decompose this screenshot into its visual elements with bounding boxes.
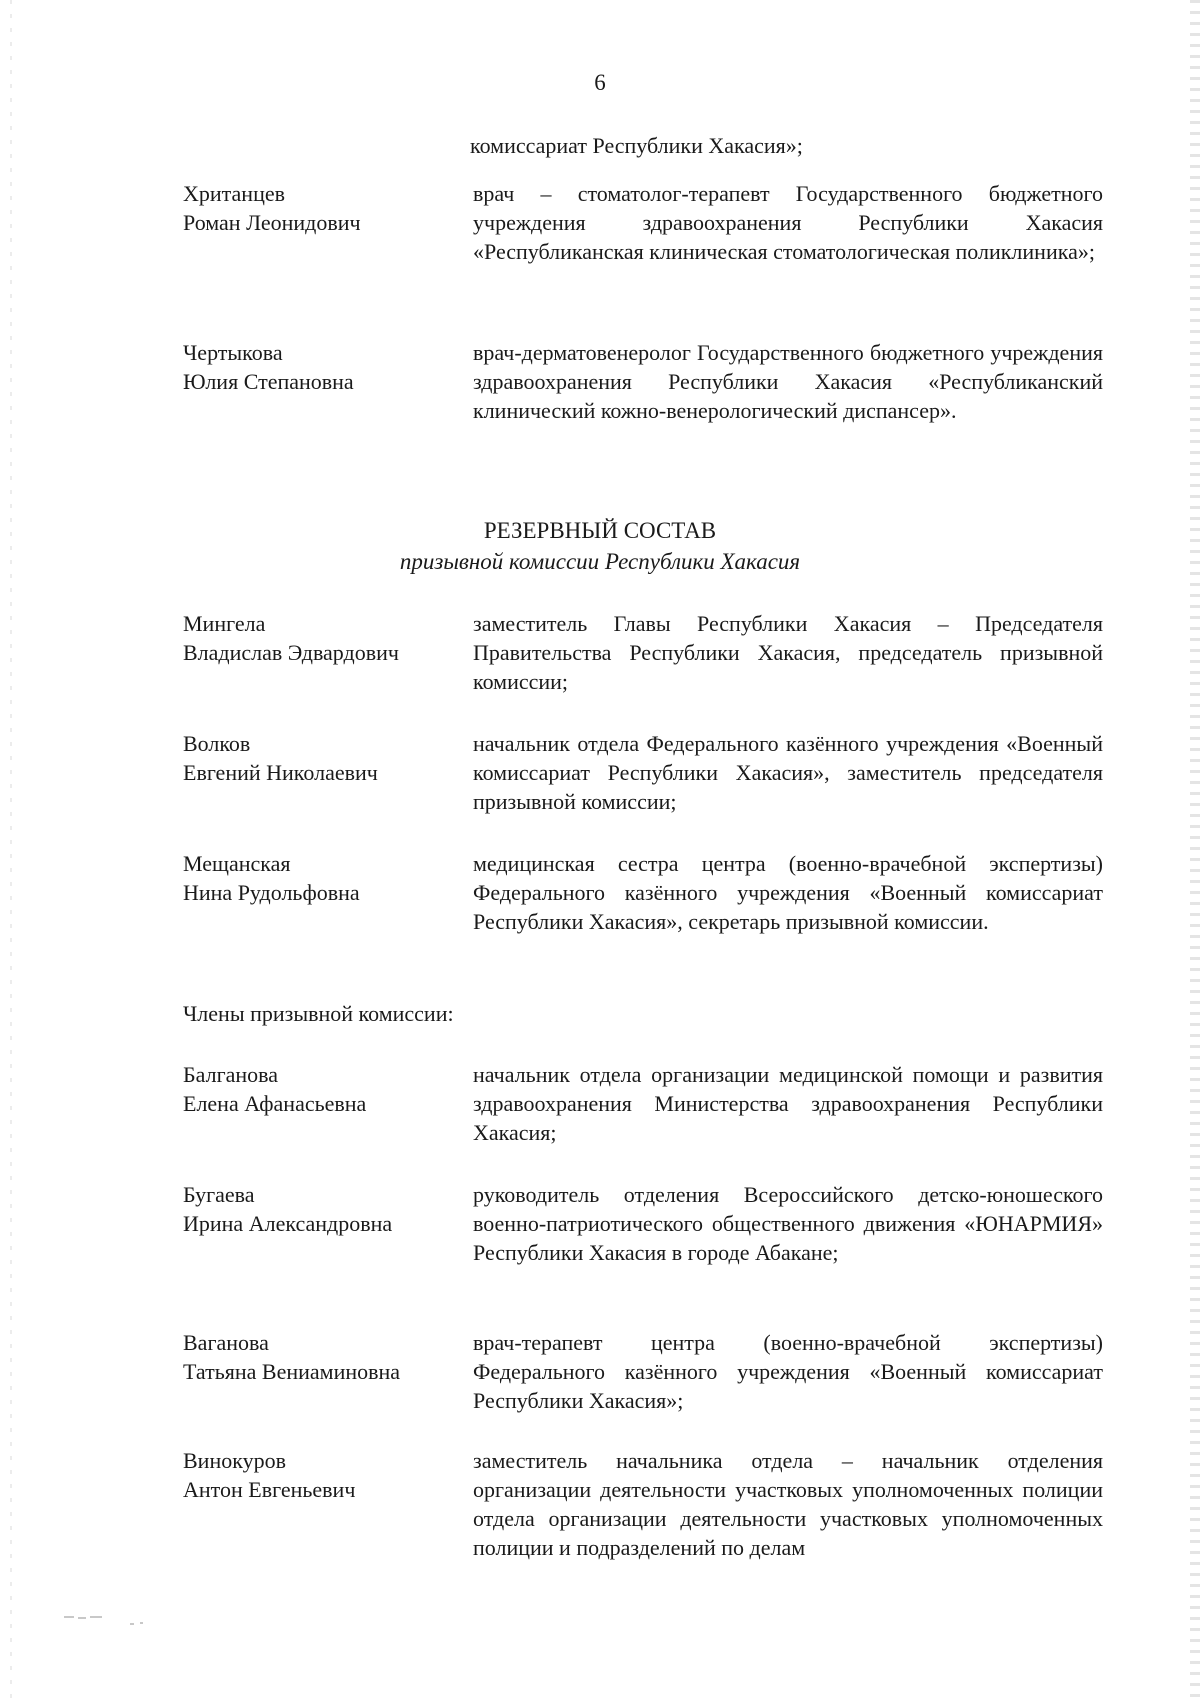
person-given-name: Владислав Эдвардович [183, 640, 399, 665]
person-name [183, 338, 453, 396]
page-number: 6 [594, 70, 606, 95]
person-name [183, 1446, 453, 1504]
person-name [183, 609, 453, 667]
section-subtitle: призывной комиссии Республики Хакасия [399, 549, 801, 574]
person-given-name: Елена Афанасьевна [183, 1091, 367, 1116]
person-position: врач-дерматовенеролог Государственного бюджетного учреждения здравоохранения Республики Хакасия «Республиканский клинический кожно-венерологический диспансер». [473, 340, 1103, 423]
person-name [183, 1060, 453, 1118]
person-given-name: Евгений Николаевич [183, 760, 378, 785]
person-position: врач – стоматолог-терапевт Государственного бюджетного учреждения здравоохранения Республики Хакасия «Республиканская клиническая стоматологическая поликлиника»; [473, 181, 1103, 264]
person-given-name: Нина Рудольфовна [183, 880, 360, 905]
person-position: медицинская сестра центра (военно-врачебной экспертизы) Федерального казённого учреждения «Военный комиссариат Республики Хакасия», секретарь призывной комиссии. [473, 851, 1103, 934]
person-surname: Волков [183, 731, 251, 756]
person-surname: Ваганова [183, 1330, 269, 1355]
person-surname: Чертыкова [183, 340, 283, 365]
person-surname: Хританцев [183, 181, 286, 206]
person-surname: Мещанская [183, 851, 291, 876]
section-title: РЕЗЕРВНЫЙ СОСТАВ [483, 518, 717, 543]
person-name [183, 179, 453, 237]
person-name [183, 1180, 453, 1238]
person-position: начальник отдела Федерального казённого учреждения «Военный комиссариат Республики Хакасия», заместитель председателя призывной комиссии; [473, 731, 1103, 814]
person-given-name: Роман Леонидович [183, 210, 361, 235]
scan-edge-left [10, 0, 12, 1698]
person-given-name: Юлия Степановна [183, 369, 354, 394]
members-label: Члены призывной комиссии: [183, 1001, 454, 1026]
person-position: руководитель отделения Всероссийского детско-юношеского военно-патриотического общественного движения «ЮНАРМИЯ» Республики Хакасия в городе Абакане; [473, 1182, 1103, 1265]
scan-artifact [60, 1610, 180, 1630]
person-given-name: Антон Евгеньевич [183, 1477, 356, 1502]
person-name [183, 849, 453, 907]
person-given-name: Татьяна Вениаминовна [183, 1359, 401, 1384]
person-position: врач-терапевт центра (военно-врачебной экспертизы) Федерального казённого учреждения «Военный комиссариат Республики Хакасия»; [473, 1330, 1103, 1413]
person-surname: Бугаева [183, 1182, 255, 1207]
person-position: заместитель начальника отдела – начальник отделения организации деятельности участковых уполномоченных полиции отдела организации деятельности участковых уполномоченных полиции и подразделений по делам [473, 1448, 1103, 1560]
person-name [183, 1328, 453, 1386]
continuation-line: комиссариат Республики Хакасия»; [470, 133, 803, 158]
scan-edge-right [1190, 0, 1200, 1698]
person-position: начальник отдела организации медицинской помощи и развития здравоохранения Министерства здравоохранения Республики Хакасия; [473, 1062, 1103, 1145]
person-given-name: Ирина Александровна [183, 1211, 393, 1236]
person-position: заместитель Главы Республики Хакасия – Председателя Правительства Республики Хакасия, председатель призывной комиссии; [473, 611, 1103, 694]
person-name [183, 729, 453, 787]
person-surname: Мингела [183, 611, 266, 636]
person-surname: Балганова [183, 1062, 278, 1087]
person-surname: Винокуров [183, 1448, 286, 1473]
